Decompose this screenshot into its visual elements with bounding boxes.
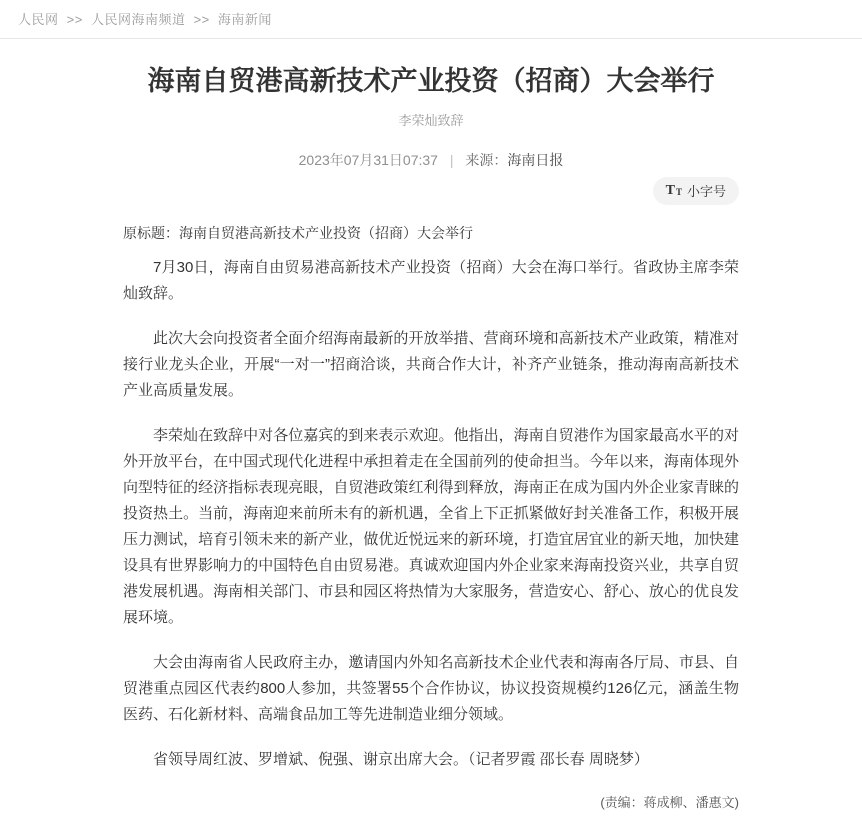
- page-title: 海南自贸港高新技术产业投资（招商）大会举行: [147, 66, 715, 96]
- editors-credit: (责编：蒋成柳、潘惠文): [600, 795, 739, 810]
- header-divider: [0, 38, 862, 39]
- breadcrumb-link-people-net[interactable]: 人民网: [18, 12, 59, 27]
- article-paragraph: 此次大会向投资者全面介绍海南最新的开放举措、营商环境和高新技术产业政策，精准对接行业龙头企业，开展“一对一”招商洽谈，共商合作大计，补齐产业链条，推动海南高新技术产业高质量发展。: [123, 330, 739, 399]
- article-container: [123, 64, 739, 825]
- article-toolbar: [123, 177, 739, 203]
- source-label: 来源：: [465, 152, 508, 168]
- article-body: [123, 221, 739, 825]
- original-title: 原标题：海南自贸港高新技术产业投资（招商）大会举行: [123, 225, 473, 241]
- article-paragraph: 大会由海南省人民政府主办，邀请国内外知名高新技术企业代表和海南各厅局、市县、自贸港重点园区代表约800人参加，共签署55个合作协议，协议投资规模约126亿元，涵盖生物医药、石化新材料、高端食品加工等先进制造业细分领域。: [123, 654, 739, 723]
- meta-divider: |: [449, 152, 454, 168]
- breadcrumb: [0, 0, 862, 38]
- article-paragraph: 李荣灿在致辞中对各位嘉宾的到来表示欢迎。他指出，海南自贸港作为国家最高水平的对外开放平台，在中国式现代化进程中承担着走在全国前列的使命担当。今年以来，海南体现外向型特征的经济指标表现亮眼，自贸港政策红利得到释放，海南正在成为国内外企业家青睐的投资热土。当前，海南迎来前所未有的新机遇，全省上下正抓紧做好封关准备工作，积极开展压力测试，培育引领未来的新产业，做优近悦远来的新环境，打造宜居宜业的新天地，加快建设具有世界影响力的中国特色自由贸易港。真诚欢迎国内外企业家来海南投资兴业，共享自贸港发展机遇。海南相关部门、市县和园区将热情为大家服务，营造安心、舒心、放心的优良发展环境。: [123, 427, 739, 626]
- article-meta: [123, 150, 739, 170]
- article-subtitle: 李荣灿致辞: [398, 113, 464, 128]
- source-link[interactable]: 海南日报: [507, 152, 564, 168]
- font-size-icon: T: [665, 182, 675, 198]
- breadcrumb-separator: >>: [193, 12, 210, 27]
- breadcrumb-link-hainan-news[interactable]: 海南新闻: [217, 12, 272, 27]
- article-paragraph: 7月30日，海南自由贸易港高新技术产业投资（招商）大会在海口举行。省政协主席李荣灿致辞。: [123, 259, 739, 302]
- breadcrumb-link-hainan-channel[interactable]: 人民网海南频道: [90, 12, 186, 27]
- font-size-button-label: 小字号: [686, 184, 726, 199]
- breadcrumb-separator: >>: [66, 12, 83, 27]
- font-size-button[interactable]: [653, 177, 739, 205]
- article-paragraph: 省领导周红波、罗增斌、倪强、谢京出席大会。（记者罗霞 邵长春 周晓梦）: [153, 751, 649, 768]
- font-size-icon-small: T: [675, 186, 682, 197]
- publish-date: 2023年07月31日07:37: [298, 152, 438, 168]
